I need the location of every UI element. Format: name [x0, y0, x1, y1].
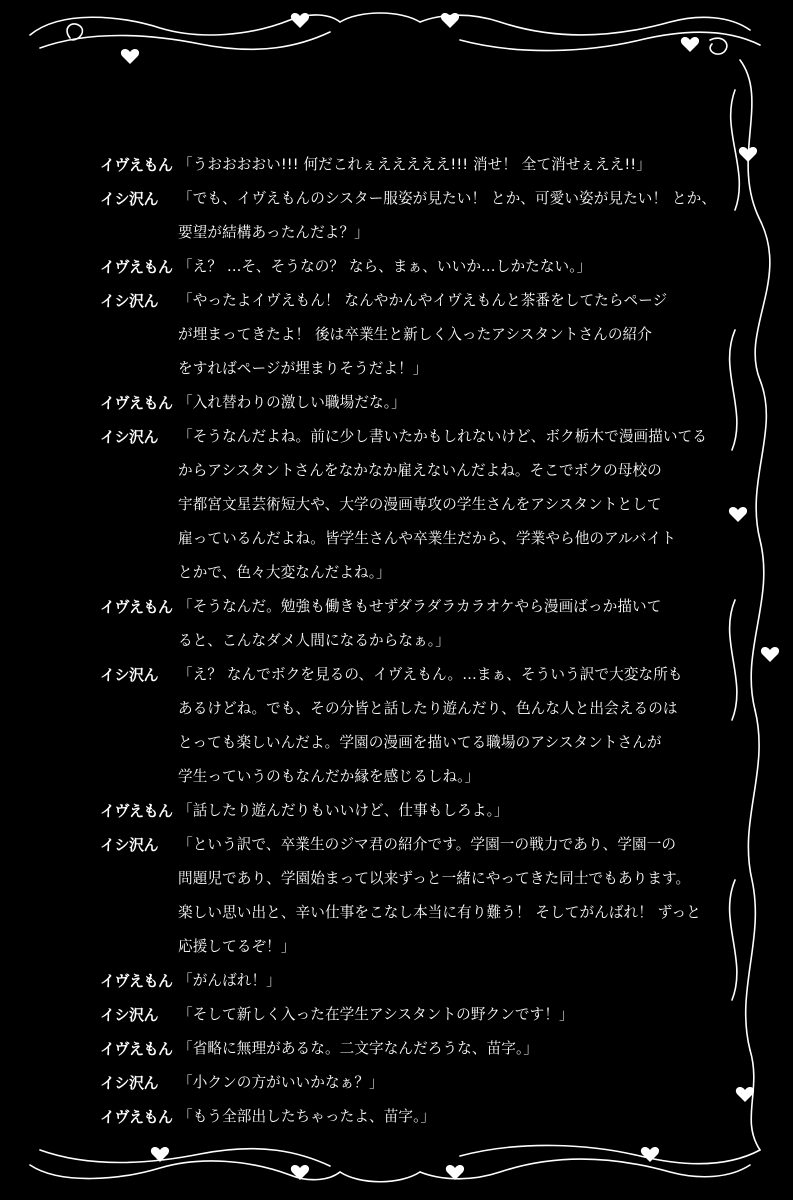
- heart-ornament: [121, 49, 139, 64]
- speech-text: 「でも、イヴえもんのシスター服姿が見たい！ とか、可愛い姿が見たい！ とか、 要望が結構あったんだよ？」: [178, 190, 717, 241]
- speaker-name: イシ沢ん: [100, 428, 159, 446]
- dialogue-line: [100, 420, 720, 590]
- dialogue-line: [100, 1032, 720, 1066]
- heart-ornament: [291, 1165, 309, 1180]
- heart-ornament: [736, 1087, 754, 1102]
- speaker-name: イシ沢ん: [100, 190, 159, 208]
- dialogue-line: [100, 284, 720, 386]
- heart-ornament: [446, 1165, 464, 1180]
- speech-text: 「がんばれ！」: [178, 972, 281, 989]
- dialogue-list: [100, 148, 720, 1134]
- speech-text: 「省略に無理があるな。二文字なんだろうな、苗字。」: [178, 1040, 539, 1057]
- dialogue-line: [100, 590, 720, 658]
- dialogue-line: [100, 1066, 720, 1100]
- speech-text: 「という訳で、卒業生のジマ君の紹介です。学園一の戦力であり、学園一の 問題児であり、学園始まって以来ずっと一緒にやってきた同士でもあります。 楽しい思い出と、辛い仕事をこなし本当に有り難う！ そしてがんばれ！ ずっと 応援してるぞ！」: [178, 836, 701, 955]
- speaker-name: イシ沢ん: [100, 666, 159, 684]
- speech-text: 「小クンの方がいいかなぁ？」: [178, 1074, 384, 1091]
- dialogue-line: [100, 998, 720, 1032]
- speech-text: 「そして新しく入った在学生アシスタントの野クンです！」: [178, 1006, 574, 1023]
- dialogue-line: [100, 148, 720, 182]
- speaker-name: イシ沢ん: [100, 1074, 159, 1092]
- speaker-name: イヴえもん: [100, 1040, 173, 1058]
- speaker-name: イヴえもん: [100, 258, 173, 276]
- speech-text: 「もう全部出したちゃったよ、苗字。」: [178, 1108, 436, 1125]
- dialogue-line: [100, 964, 720, 998]
- speaker-name: イヴえもん: [100, 802, 173, 820]
- heart-ornament: [761, 647, 779, 662]
- speech-text: 「入れ替わりの激しい職場だな。」: [178, 394, 406, 411]
- dialogue-line: [100, 386, 720, 420]
- heart-ornament: [291, 13, 309, 28]
- heart-ornament: [729, 507, 747, 522]
- heart-ornament: [151, 1147, 169, 1162]
- heart-ornament: [441, 13, 459, 28]
- dialogue-line: [100, 658, 720, 794]
- heart-ornament: [641, 1147, 659, 1162]
- dialogue-line: [100, 794, 720, 828]
- heart-ornament: [681, 37, 699, 52]
- dialogue-line: [100, 1100, 720, 1134]
- dialogue-line: [100, 250, 720, 284]
- speaker-name: イヴえもん: [100, 156, 173, 174]
- dialogue-line: [100, 828, 720, 964]
- speech-text: 「うおおおおい!!! 何だこれぇえええええ!!! 消せ！ 全て消せぇええ!!」: [178, 156, 651, 173]
- speech-text: 「話したり遊んだりもいいけど、仕事もしろよ。」: [178, 802, 509, 819]
- speaker-name: イシ沢ん: [100, 1006, 159, 1024]
- speech-text: 「そうなんだ。勉強も働きもせずダラダラカラオケやら漫画ばっか描いて ると、こんなダメ人間になるからなぁ。」: [178, 598, 662, 649]
- speech-text: 「え？ …そ、そうなの？ なら、まぁ、いいか…しかたない。」: [178, 258, 592, 275]
- speech-text: 「そうなんだよね。前に少し書いたかもしれないけど、ボク栃木で漫画描いてる からアシスタントさんをなかなか雇えないんだよね。そこでボクの母校の 宇都宮文星芸術短大や、大学の漫画専攻の学生さんをアシスタントとして 雇っているんだよね。皆学生さんや卒業生だから、学業やら他のアルバイト とかで、色々大変なんだよね。」: [178, 428, 707, 581]
- speaker-name: イヴえもん: [100, 972, 173, 990]
- heart-ornament: [739, 147, 757, 162]
- speaker-name: イヴえもん: [100, 598, 173, 616]
- speaker-name: イシ沢ん: [100, 292, 159, 310]
- speaker-name: イシ沢ん: [100, 836, 159, 854]
- speech-text: 「やったよイヴえもん！ なんやかんやイヴえもんと茶番をしてたらページ が埋まってきたよ！ 後は卒業生と新しく入ったアシスタントさんの紹介 をすればページが埋まりそうだよ！」: [178, 292, 668, 377]
- speaker-name: イヴえもん: [100, 1108, 173, 1126]
- speech-text: 「え？ なんでボクを見るの、イヴえもん。…まぁ、そういう訳で大変な所も あるけどね。でも、その分皆と話したり遊んだり、色んな人と出会えるのは とっても楽しいんだよ。学園の漫画を描いてる職場のアシスタントさんが 学生っていうのもなんだか縁を感じるしね。」: [178, 666, 683, 785]
- dialogue-line: [100, 182, 720, 250]
- speaker-name: イヴえもん: [100, 394, 173, 412]
